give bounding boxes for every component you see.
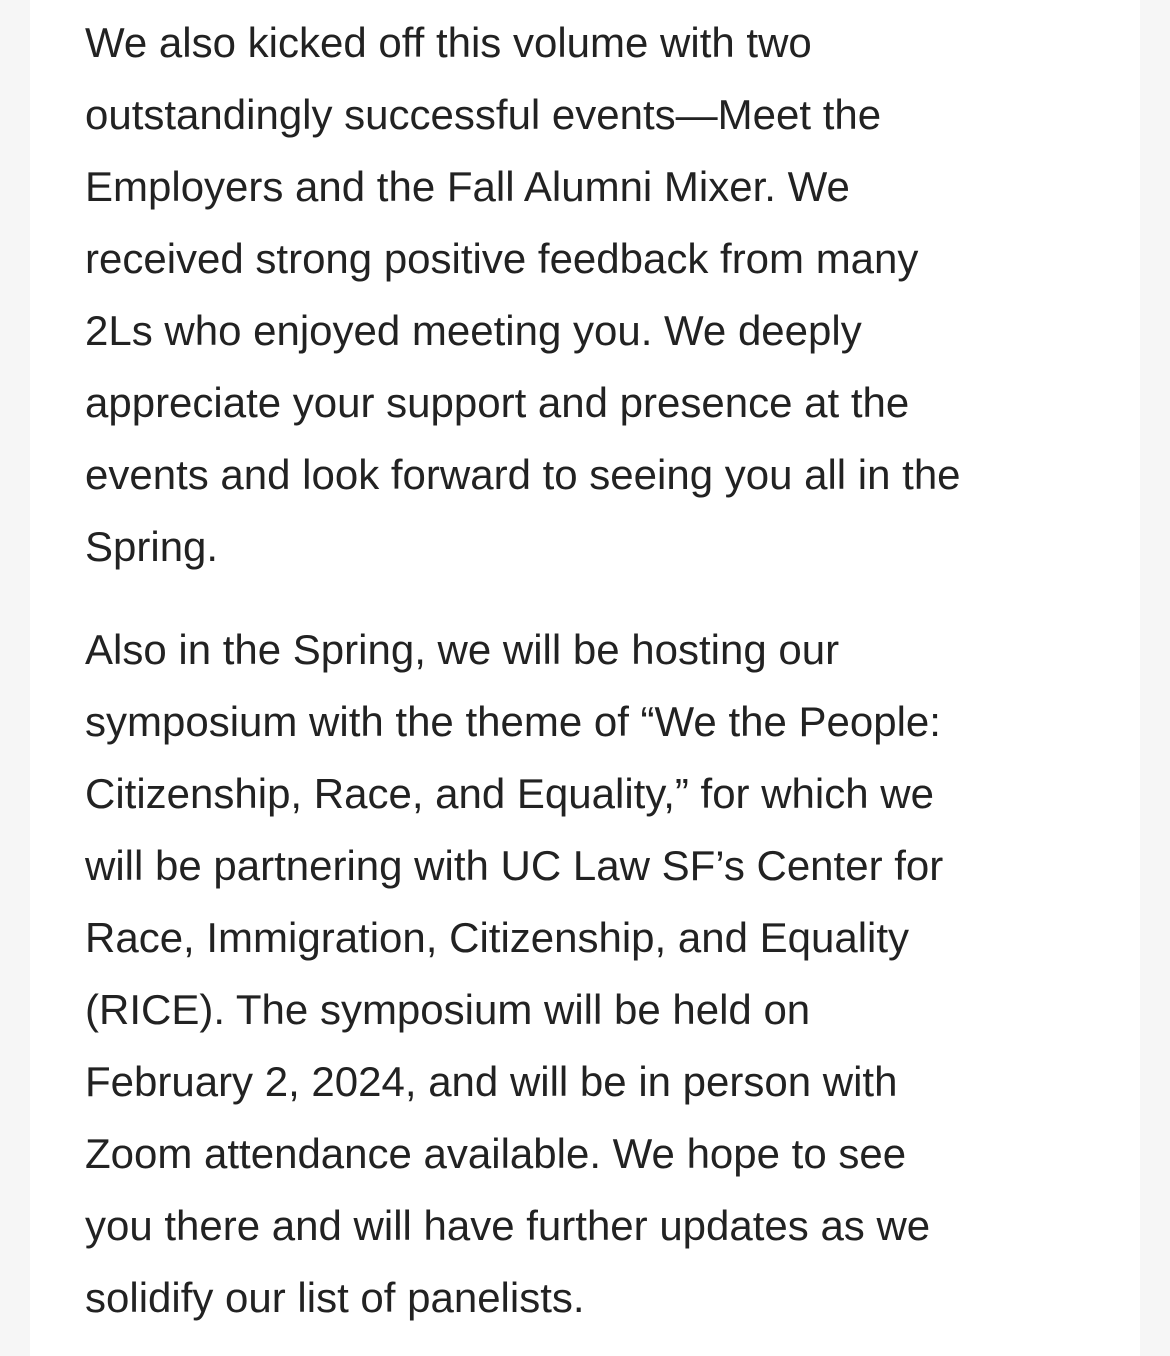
text-line: Citizenship, Race, and Equality,” for which we bbox=[85, 770, 934, 817]
text-line: appreciate your support and presence at the bbox=[85, 379, 910, 426]
paragraph-symposium bbox=[85, 614, 1096, 1334]
text-line: February 2, 2024, and will be in person with bbox=[85, 1058, 898, 1105]
text-line: received strong positive feedback from many bbox=[85, 235, 919, 282]
text-line: We also kicked off this volume with two bbox=[85, 19, 812, 66]
text-line: outstandingly successful events—Meet the bbox=[85, 91, 882, 138]
text-line: Employers and the Fall Alumni Mixer. We bbox=[85, 163, 850, 210]
text-line: Also in the Spring, we will be hosting our bbox=[85, 626, 840, 673]
text-line: you there and will have further updates as we bbox=[85, 1202, 931, 1249]
article-body bbox=[30, 0, 1140, 1356]
text-line: Spring. bbox=[85, 523, 219, 570]
text-line: events and look forward to seeing you all in the bbox=[85, 451, 961, 498]
text-line: 2Ls who enjoyed meeting you. We deeply bbox=[85, 307, 862, 354]
text-line: Zoom attendance available. We hope to see bbox=[85, 1130, 907, 1177]
text-line: will be partnering with UC Law SF’s Center for bbox=[85, 842, 944, 889]
text-line: solidify our list of panelists. bbox=[85, 1274, 585, 1321]
text-line: Race, Immigration, Citizenship, and Equality bbox=[85, 914, 910, 961]
text-line: (RICE). The symposium will be held on bbox=[85, 986, 811, 1033]
paragraph-events bbox=[85, 0, 1096, 583]
text-line: symposium with the theme of “We the People: bbox=[85, 698, 941, 745]
